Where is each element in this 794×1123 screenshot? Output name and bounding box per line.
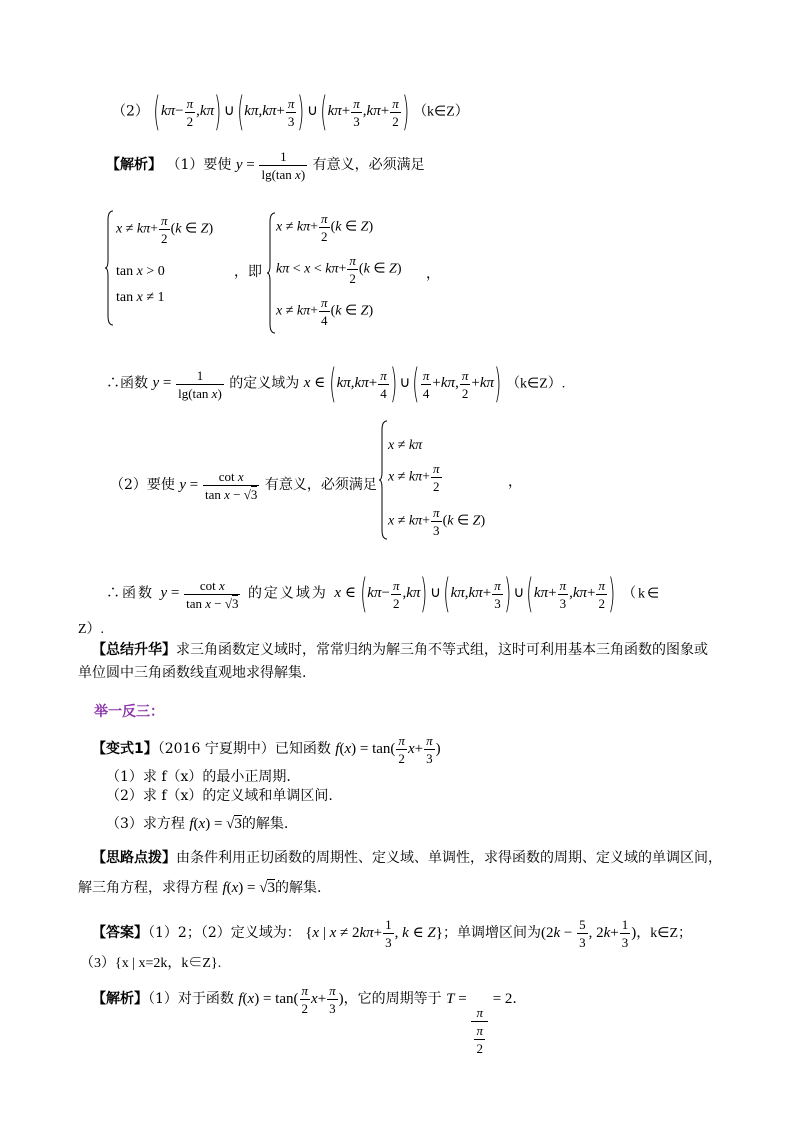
- system1-brace: [104, 210, 114, 326]
- hint-equation: f(x) = √3: [222, 880, 275, 896]
- conclusion1-line: [106, 361, 566, 407]
- analysis2-label: 【解析】: [92, 990, 148, 1007]
- hint-label: 【思路点拨】: [92, 850, 176, 866]
- answer-part2-intervals: (kπ− $\frac{\pi}{2}$ ,kπ) ∪(kπ,kπ+ $\frac{\pi}{3}$ ) ∪(kπ+ $\frac{\pi}{3}$ ,kπ+ $\frac{\pi}{2}$ ): [153, 89, 410, 135]
- question-3-suffix: 的解集.: [241, 816, 289, 832]
- answer-label: 【答案】: [92, 924, 148, 941]
- answer-text-2: ；单调增区间为: [442, 924, 541, 941]
- analysis-part2-line: [110, 470, 377, 501]
- answer-part2-line: [112, 89, 469, 135]
- answer-text-3: ，k∈Z；: [636, 925, 692, 941]
- question-1: （1）求 f（x）的最小正周期.: [106, 769, 291, 785]
- analysis-part1-text: （1）要使: [166, 156, 232, 173]
- conclusion2-prefix: ∴函数: [106, 585, 154, 602]
- conclusion2-line: [106, 571, 662, 617]
- system-connector: ，即: [234, 264, 262, 280]
- system2-end: ，: [426, 266, 440, 282]
- system2-row-3: x ≠ kπ+ $\frac{\pi}{4}$ (k ∈ Z): [276, 295, 374, 328]
- summary-label: 【总结升华】: [92, 642, 176, 658]
- function-y-1-over-lgtan: y = $\frac{1}{\text{lg(tan x)}}$: [235, 149, 306, 182]
- system2-brace: [266, 212, 276, 334]
- conclusion1-function: y = $\frac{1}{\text{lg(tan x)}}$: [152, 367, 222, 401]
- analysis2-text-1: （1）对于函数: [148, 990, 234, 1007]
- analysis2-text-2: ，它的周期等于: [343, 990, 442, 1007]
- conclusion2-continuation: Z）.: [78, 622, 105, 637]
- question-2: （2）求 f（x）的定义域和单调区间.: [106, 788, 333, 804]
- conclusion1-domain-label: 的定义域为: [229, 375, 300, 392]
- hint-text-2: 解三角方程，求得方程: [78, 880, 218, 896]
- conclusion1-domain: x ∈ (kπ,kπ+ $\frac{\pi}{4}$ ) ∪( $\frac{\pi}{4}$ +kπ, $\frac{\pi}{2}$ +kπ): [303, 361, 502, 407]
- variant1-text: （2016 宁夏期中）已知函数: [157, 740, 331, 757]
- function-cot-over-tan: y = $\frac{\text{cot x}}{\text{tan x − √3}}$: [179, 469, 258, 502]
- conclusion2-domain: x ∈ (kπ− $\frac{\pi}{2}$ ,kπ) ∪(kπ,kπ+ $\frac{\pi}{3}$ ) ∪(kπ+ $\frac{\pi}{3}$ ,kπ+ $\frac{\pi}{2}$ ): [334, 571, 616, 617]
- answer-domain-set: {x | x ≠ 2kπ+ $\frac{1}{3}$ , k ∈ Z}: [305, 917, 443, 950]
- hint-line-1: [92, 848, 722, 868]
- summary-line-2: 单位圆中三角函数线直观地求得解集.: [78, 665, 307, 681]
- hint-text-3: 的解集.: [274, 880, 322, 896]
- summary-text-1: 求三角函数定义域时，常常归纳为解三角不等式组，这时可利用基本三角函数的图象或: [176, 642, 708, 658]
- summary-line-1: [92, 640, 708, 660]
- question-3-text: （3）求方程: [106, 816, 185, 832]
- analysis-part1-line: [106, 150, 425, 181]
- system1-row-3: tan x ≠ 1: [116, 290, 165, 305]
- analysis-part2-condition: 有意义，必须满足: [264, 476, 377, 493]
- system3-row-1: x ≠ kπ: [388, 438, 423, 453]
- variant1-line: [92, 734, 441, 765]
- analysis-part2-text: （2）要使: [110, 476, 175, 493]
- question-3-equation: f(x) = √3: [189, 816, 242, 832]
- conclusion2-domain-label: 的定义域为: [247, 585, 328, 602]
- system3-row-2: x ≠ kπ+ $\frac{\pi}{2}$: [388, 461, 440, 494]
- system1-row-2: tan x > 0: [116, 264, 165, 279]
- system3-brace: [378, 420, 388, 540]
- analysis-label: 【解析】: [106, 156, 162, 173]
- analysis2-line: [92, 984, 517, 1055]
- question-3-line: [106, 814, 288, 834]
- hint-text-1: 由条件利用正切函数的周期性、定义域、单调性，求得函数的周期、定义域的单调区间，: [176, 850, 722, 866]
- section-title: 举一反三：: [94, 704, 164, 720]
- analysis-part1-condition: 有意义，必须满足: [312, 156, 425, 173]
- system3-end: ，: [508, 474, 522, 490]
- answer-line-2: （3）{x | x=2k，k∈Z}.: [80, 956, 222, 971]
- analysis2-function: f(x) = tan( $\frac{\pi}{2}$ x+ $\frac{\pi}{3}$ ): [238, 983, 344, 1016]
- system2-row-1: x ≠ kπ+ $\frac{\pi}{2}$ (k ∈ Z): [276, 211, 374, 244]
- analysis2-text-3: .: [512, 990, 517, 1007]
- analysis2-period: T = $\frac{\pi}{\frac{\pi}{2}}$ = 2: [446, 990, 513, 1056]
- answer-text-1: （1）2；（2）定义域为：: [148, 924, 301, 941]
- system2-row-2: kπ < x < kπ+ $\frac{\pi}{2}$ (k ∈ Z): [276, 253, 402, 286]
- conclusion1-prefix: ∴函数: [106, 375, 148, 392]
- conclusion2-kz: （k∈: [622, 586, 662, 602]
- answer-line-1: [92, 918, 692, 949]
- answer-part2-kz: （k∈Z）: [413, 104, 469, 120]
- system3-row-3: x ≠ kπ+ $\frac{\pi}{3}$ (k ∈ Z): [388, 505, 486, 538]
- conclusion1-kz: （k∈Z）.: [506, 376, 566, 392]
- variant1-label: 【变式1】: [92, 740, 158, 757]
- system1-row-1: x ≠ kπ+ $\frac{\pi}{2}$ (k ∈ Z): [116, 213, 214, 246]
- hint-line-2: [78, 878, 321, 898]
- conclusion2-function: y = $\frac{\text{cot x}}{\text{tan x − √3}}$: [160, 577, 239, 611]
- variant1-function: f(x) = tan( $\frac{\pi}{2}$ x+ $\frac{\pi}{3}$ ): [335, 733, 441, 766]
- answer-part2-label: （2）: [112, 103, 149, 120]
- answer-increasing-interval: (2k − $\frac{5}{3}$ , 2k+ $\frac{1}{3}$ ): [540, 917, 637, 950]
